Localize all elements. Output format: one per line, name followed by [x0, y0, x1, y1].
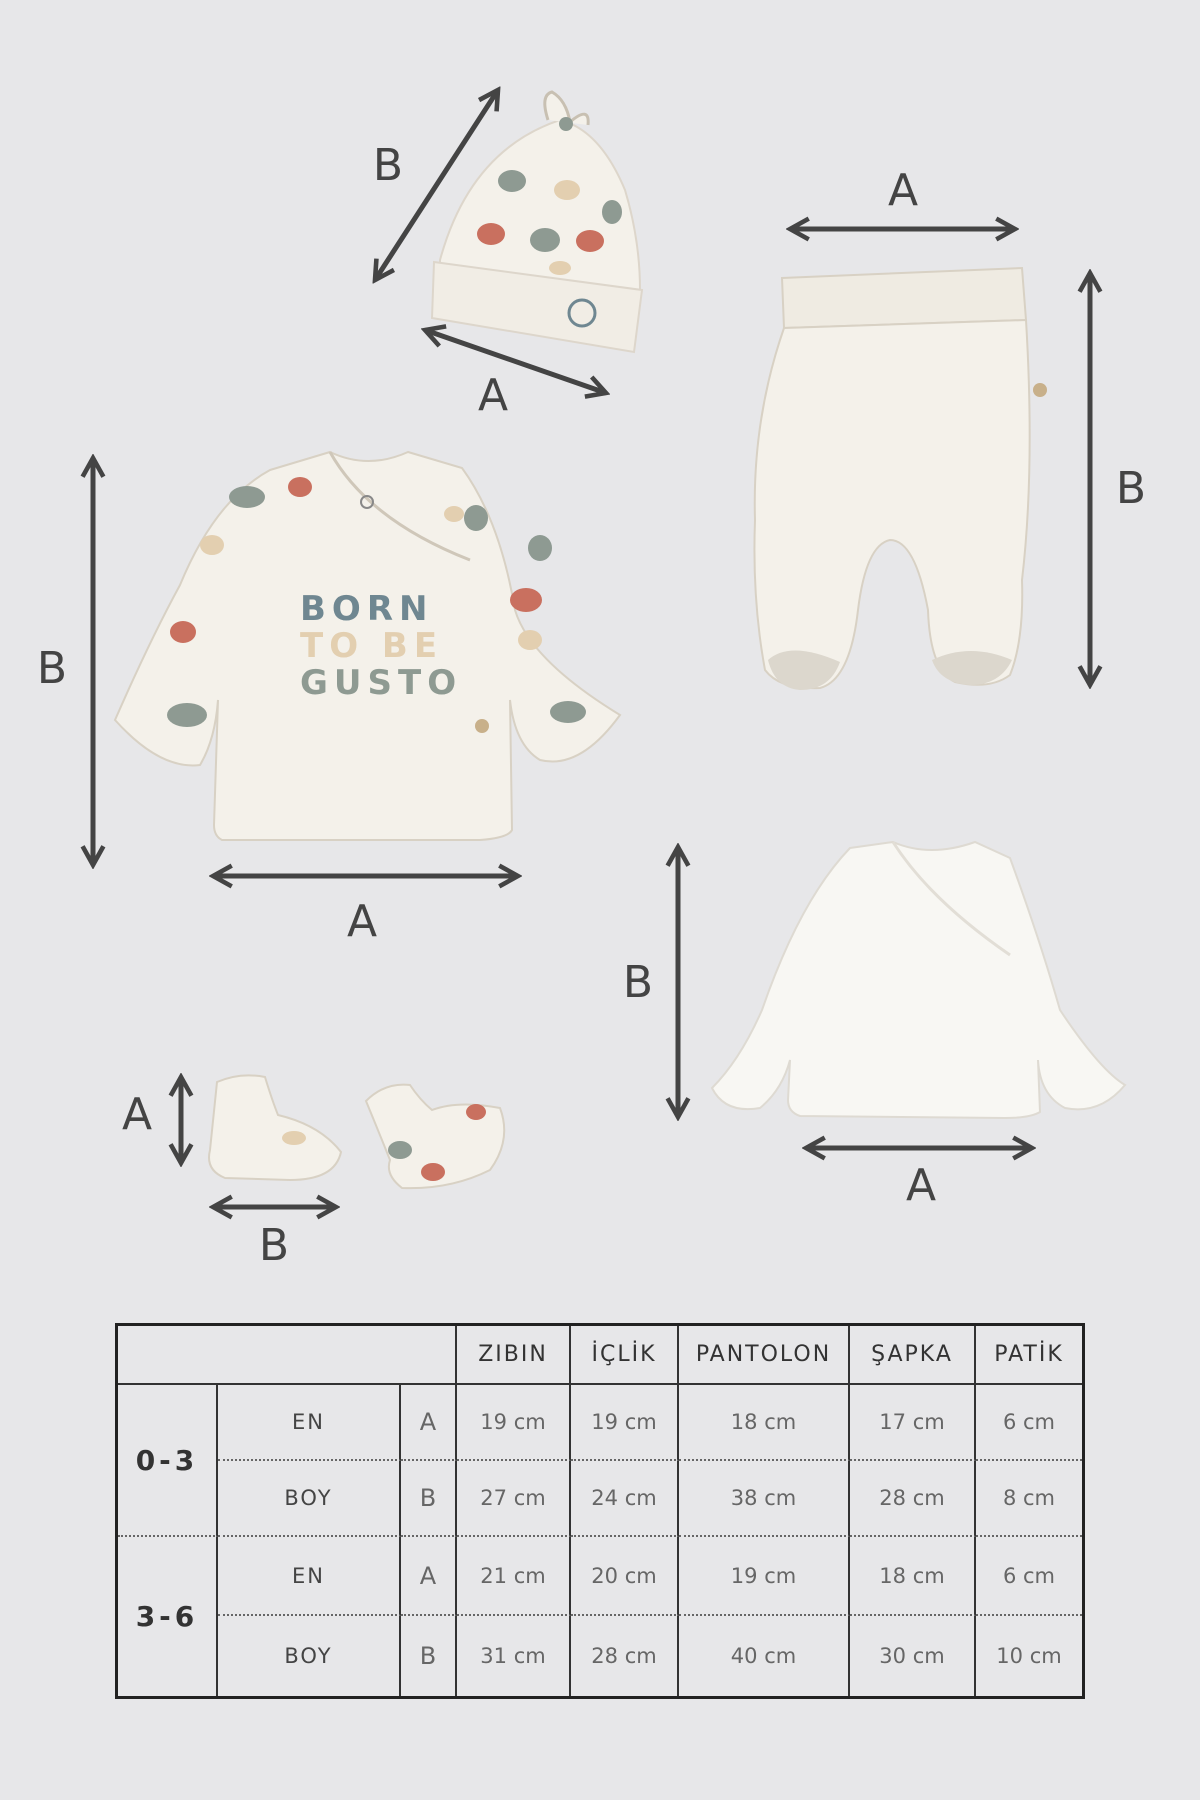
table-cell: 28 cm [850, 1461, 976, 1537]
row-label: BOY [218, 1461, 401, 1537]
header-sapka: ŞAPKA [850, 1326, 976, 1385]
pants-a-label: A [887, 165, 919, 216]
header-zibin: ZIBIN [457, 1326, 571, 1385]
age-group-0-3: 0-3 [118, 1385, 218, 1537]
hat-b-label: B [372, 140, 404, 191]
zibin-a-label: A [346, 896, 378, 947]
table-cell: 31 cm [457, 1616, 571, 1696]
iclik-illustration [712, 842, 1125, 1118]
row-letter: A [401, 1537, 457, 1616]
table-cell: 40 cm [679, 1616, 850, 1696]
header-pantolon: PANTOLON [679, 1326, 850, 1385]
patik-a-label: A [121, 1089, 153, 1140]
table-cell: 10 cm [996, 1644, 1062, 1668]
table-cell: 6 cm [976, 1385, 1082, 1461]
table-cell: 20 cm [571, 1537, 679, 1616]
row-letter: B [401, 1461, 457, 1537]
hat-a-label: A [477, 370, 509, 421]
pants-b-label: B [1115, 463, 1147, 514]
header-iclik: İÇLİK [571, 1326, 679, 1385]
row-letter: B [401, 1616, 457, 1696]
row-label: BOY [218, 1616, 401, 1696]
row-letter: A [401, 1385, 457, 1461]
table-cell: 30 cm [850, 1616, 976, 1696]
patik-b-label: B [258, 1220, 290, 1271]
iclik-a-label: A [905, 1160, 937, 1211]
table-cell: 6 cm [976, 1537, 1082, 1616]
table-cell: 17 cm [850, 1385, 976, 1461]
row-label: EN [218, 1385, 401, 1461]
table-corner [118, 1326, 457, 1385]
iclik-b-label: B [622, 957, 654, 1008]
shirt-print-line-1: BORN [300, 589, 434, 629]
table-cell: 21 cm [457, 1537, 571, 1616]
table-cell: 19 cm [679, 1537, 850, 1616]
table-cell: 19 cm [457, 1385, 571, 1461]
shirt-print-line-2: TO BE [300, 626, 444, 666]
table-cell: 28 cm [571, 1616, 679, 1696]
patik-illustration [209, 1075, 504, 1188]
table-cell: 18 cm [679, 1385, 850, 1461]
row-label: EN [218, 1537, 401, 1616]
table-cell: 24 cm [571, 1461, 679, 1537]
table-cell: 27 cm [457, 1461, 571, 1537]
table-cell: 18 cm [850, 1537, 976, 1616]
table-cell: 19 cm [571, 1385, 679, 1461]
size-table [115, 1323, 1085, 1699]
zibin-b-label: B [36, 643, 68, 694]
table-cell: 38 cm [679, 1461, 850, 1537]
table-cell: 8 cm [976, 1461, 1082, 1537]
zibin-illustration [115, 452, 620, 840]
pants-illustration [754, 268, 1047, 690]
header-patik: PATİK [976, 1326, 1082, 1385]
age-group-3-6: 3-6 [118, 1537, 218, 1696]
hat-illustration [432, 92, 642, 352]
shirt-print-line-3: GUSTO [300, 663, 463, 703]
